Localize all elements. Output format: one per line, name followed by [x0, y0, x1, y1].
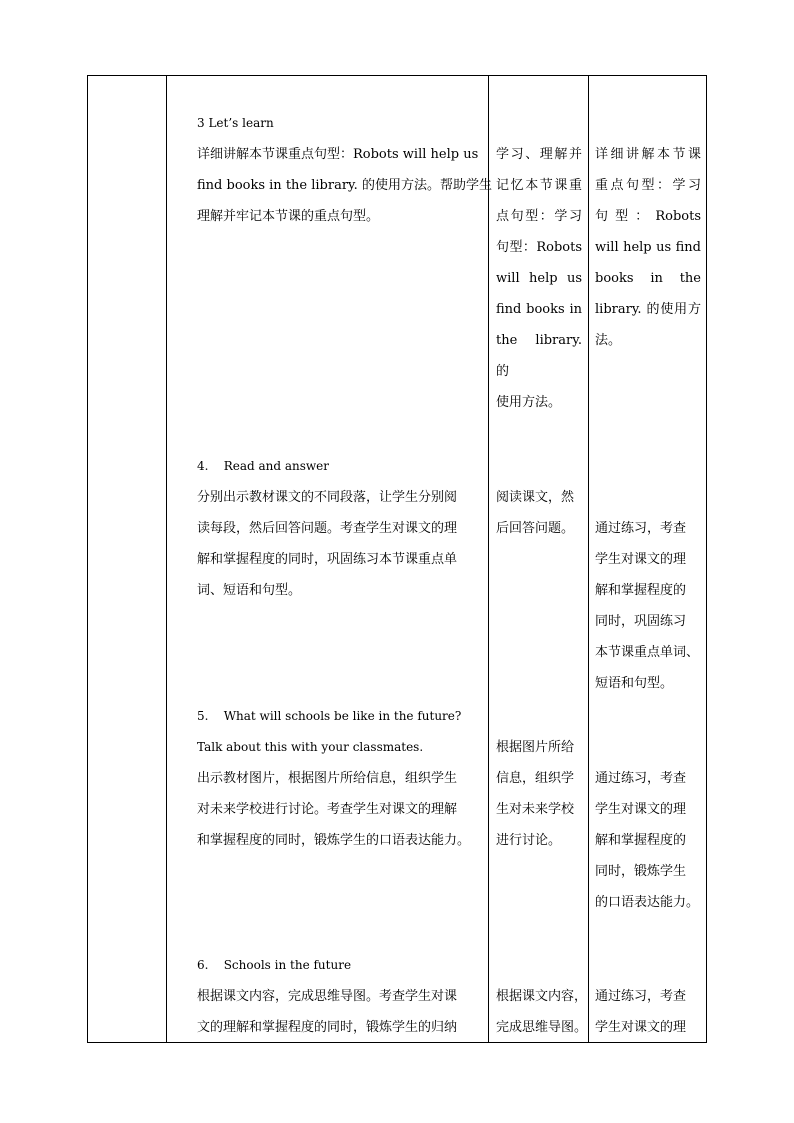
section-6-student: 根据课文内容， 完成思维导图。	[496, 989, 588, 1035]
section-3-heading: 3 Let’s learn	[197, 116, 274, 130]
section-5-heading: 5. What will schools be like in the future?	[197, 709, 462, 723]
table-col-border-1	[87, 75, 88, 1043]
table-col-border-3	[488, 75, 489, 1043]
table-col-border-5	[706, 75, 707, 1043]
table-col-border-4	[588, 75, 589, 1043]
section-6-intent: 通过练习，考查 学生对课文的理	[595, 989, 687, 1035]
section-5-student: 根据图片所给 信息，组织学 生对未来学校 进行讨论。	[496, 740, 575, 848]
section-5-teacher: Talk about this with your classmates. 出示教材图片，根据图片所给信息，组织学生 对未来学校进行讨论。考查学生对课文的理解 和掌握程度的同时，锻炼学生的口语表达能力。	[197, 740, 471, 848]
table-col-border-2	[166, 75, 167, 1043]
section-3-intent: 详细讲解本节课 重点句型：学习 句 型 ： Robots will help us find books in the library. 的使用方 法。	[595, 147, 701, 348]
section-4-student: 阅读课文，然 后回答问题。	[496, 490, 575, 536]
section-4-teacher: 分别出示教材课文的不同段落，让学生分别阅 读每段，然后回答问题。考查学生对课文的理 解和掌握程度的同时，巩固练习本节课重点单 词、短语和句型。	[197, 490, 458, 598]
section-4-intent: 通过练习，考查 学生对课文的理 解和掌握程度的 同时，巩固练习 本节课重点单词、 短语和句型。	[595, 521, 700, 691]
section-6-teacher: 根据课文内容，完成思维导图。考查学生对课 文的理解和掌握程度的同时，锻炼学生的归纳	[197, 989, 458, 1035]
section-6-heading: 6. Schools in the future	[197, 958, 352, 972]
section-5-intent: 通过练习，考查 学生对课文的理 解和掌握程度的 同时，锻炼学生 的口语表达能力。	[595, 771, 700, 910]
section-3-student: 学习、理解并 记忆本节课重 点句型：学习 句型：Robots will help us find books in the library. 的 使用方法。	[496, 147, 582, 410]
table-top-border	[87, 75, 707, 76]
section-4-heading: 4. Read and answer	[197, 459, 330, 473]
section-3-teacher: 详细讲解本节课重点句型：Robots will help us find books in the library. 的使用方法。帮助学生 理解并牢记本节课的重点句型。	[197, 147, 492, 224]
